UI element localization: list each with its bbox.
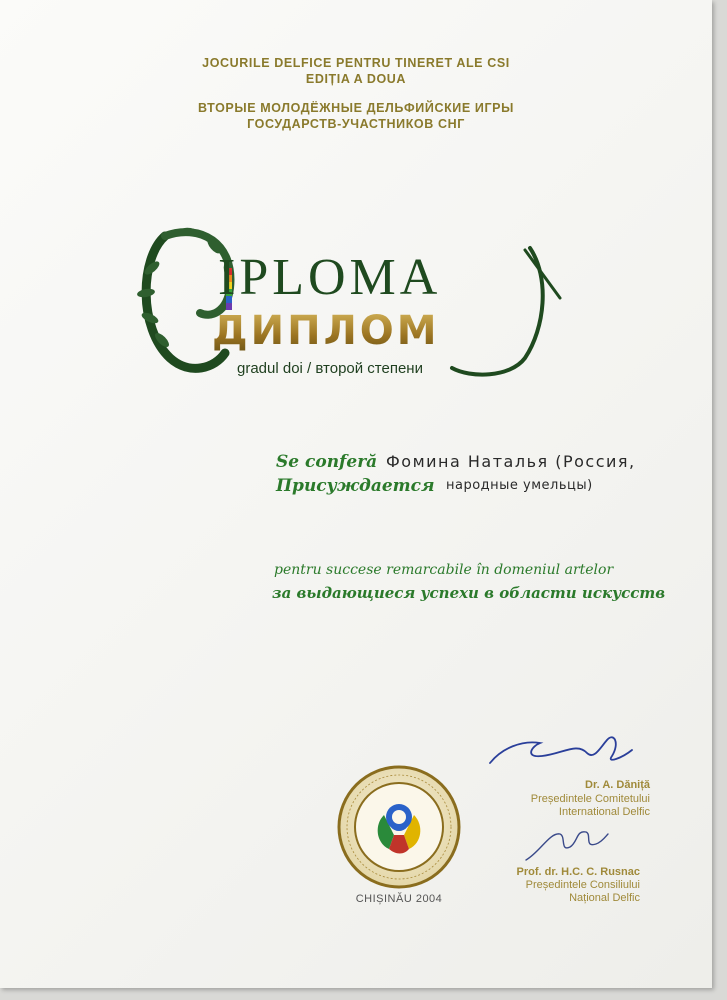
recipient-line-2: народные умельцы) (446, 478, 593, 493)
signatory-2-role-1: Președintele Consiliului (525, 879, 640, 891)
header-line-ro-2: EDIȚIA A DOUA (305, 72, 407, 86)
title-cyrillic: ДИПЛОМ (212, 308, 440, 354)
header-line-ru-2: ГОСУДАРСТВ-УЧАСТНИКОВ СНГ (247, 117, 465, 131)
official-seal-icon (334, 765, 464, 889)
signature-1-icon (482, 728, 642, 778)
signature-2-icon (520, 822, 610, 867)
header-line-ro-1: JOCURILE DELFICE PENTRU TINERET ALE CSI (202, 56, 510, 70)
title-latin: IPLOMA (218, 249, 442, 306)
signatory-1-role-1: Președintele Comitetului (530, 793, 650, 805)
seal-city-date: CHIȘINĂU 2004 (355, 893, 443, 905)
signatory-1-role-2: International Delfic (558, 806, 650, 818)
award-label-ro: Se conferă (276, 452, 378, 472)
signatory-2-name: Prof. dr. H.C. C. Rusnac (516, 866, 640, 878)
signatory-1-name: Dr. A. Dăniță (585, 779, 650, 791)
degree-label: gradul doi / второй степени (237, 360, 423, 377)
award-label-ru: Присуждается (276, 476, 435, 496)
signatory-2-role-2: Național Delfic (569, 892, 640, 904)
header-line-ru-1: ВТОРЫЕ МОЛОДЁЖНЫЕ ДЕЛЬФИЙСКИЕ ИГРЫ (198, 101, 514, 115)
recipient-line-1: Фомина Наталья (Россия, (386, 452, 636, 471)
reason-ru: за выдающиеся успехи в области искусств (272, 584, 666, 602)
reason-ro: pentru succese remarcabile în domeniul artelor (274, 562, 614, 578)
diploma-title (130, 218, 570, 388)
